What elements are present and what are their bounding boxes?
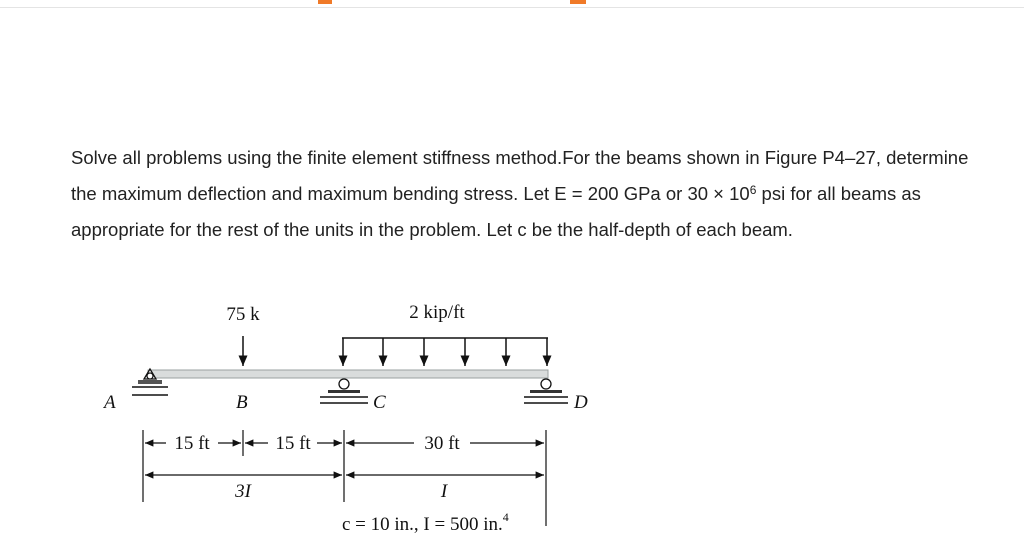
label-a: A — [104, 392, 116, 413]
dimension-label-2: 15 ft — [275, 433, 311, 454]
roller-support-d — [524, 379, 568, 403]
problem-text-part-2: psi for all beams as appropriate for the rest of the units in the problem. Let c be the half-depth of each beam. — [71, 183, 921, 240]
distributed-load-arrows — [342, 338, 548, 366]
label-d: D — [574, 392, 588, 413]
dimension-label-1: 15 ft — [174, 433, 210, 454]
beam-properties — [342, 510, 509, 535]
point-load-label: 75 k — [226, 304, 260, 325]
problem-text-part-1: Solve all problems using the finite element stiffness method.For the beams shown in Figure P4–27, determine the maximum deflection and maximum bending stress. Let E = 200 GPa or 30 × 10 — [71, 147, 969, 204]
beam — [148, 370, 548, 378]
inertia-label-left: 3I — [235, 481, 251, 502]
distributed-load-label: 2 kip/ft — [409, 302, 465, 323]
inertia-label-right: I — [440, 481, 448, 502]
problem-exponent: 6 — [749, 183, 757, 197]
dimension-label-3: 30 ft — [424, 433, 460, 454]
label-c: C — [373, 392, 386, 413]
label-b: B — [236, 392, 248, 413]
roller-support-c — [320, 379, 368, 403]
beam-properties-exponent: 4 — [502, 510, 509, 524]
beam-properties-main: c = 10 in., I = 500 in. — [342, 514, 503, 535]
